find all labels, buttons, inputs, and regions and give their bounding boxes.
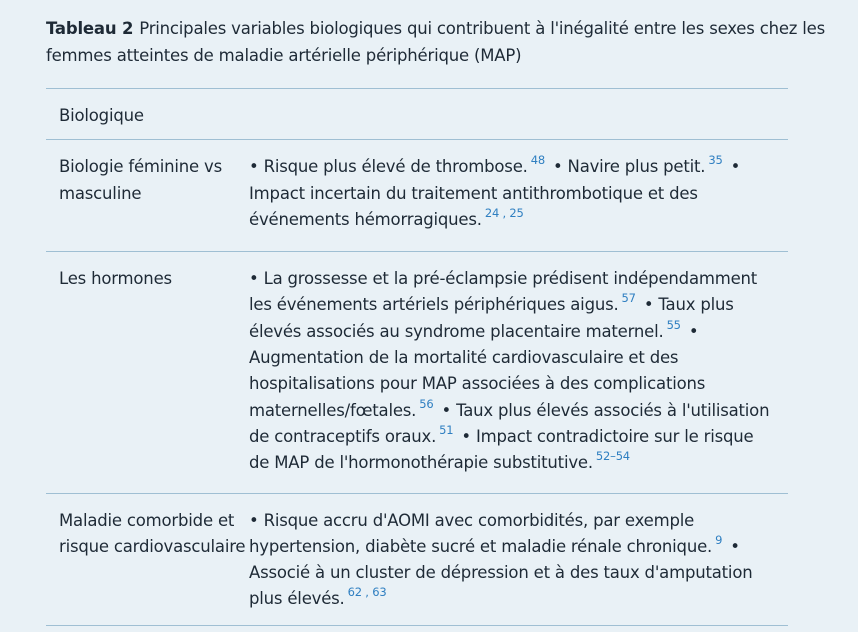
header-cell: Biologique <box>59 106 144 125</box>
table-row <box>46 252 788 493</box>
item-text: • Impact contradictoire sur le risque de MAP de l'hormonothérapie substitutive. <box>249 426 754 473</box>
item-text: • Associé à un cluster de dépression et à des taux d'amputation plus élevés. <box>249 536 753 609</box>
reference-link[interactable]: 35 <box>708 153 723 168</box>
row-content <box>249 252 788 493</box>
table-header-row <box>46 89 788 140</box>
item-text: • Navire plus petit. <box>547 157 706 177</box>
reference-link[interactable]: 48 <box>530 153 545 168</box>
table-bottom-border <box>46 625 788 632</box>
reference-link[interactable]: 57 <box>621 291 636 306</box>
caption-label: Tableau 2 <box>46 19 134 38</box>
item-text: • La grossesse et la pré-éclampsie prédisent indépendamment les événements artériels périphériques aigus. <box>249 269 758 315</box>
item-text: • Risque accru d'AOMI avec comorbidités, par exemple hypertension, diabète sucré et maladie rénale chronique. <box>249 510 713 556</box>
table-row <box>46 140 788 252</box>
item-text: • Augmentation de la mortalité cardiovasculaire et des hospitalisations pour MAP associées à des complications maternelles/fœtales. <box>249 321 706 420</box>
row-label: Biologie féminine vs masculine <box>59 157 223 203</box>
reference-link[interactable]: 9 <box>715 532 723 547</box>
table-row <box>46 493 788 625</box>
item-text: • Taux plus élevés associés à l'utilisation de contraceptifs oraux. <box>249 400 770 446</box>
item-text: • Taux plus élevés associés au syndrome placentaire maternel. <box>249 295 734 341</box>
row-content <box>249 140 788 252</box>
reference-link[interactable]: 56 <box>419 396 434 411</box>
biological-variables-table <box>46 88 788 632</box>
reference-link[interactable]: 52–54 <box>595 449 630 464</box>
reference-link[interactable]: 51 <box>439 422 454 437</box>
row-label: Les hormones <box>59 269 172 289</box>
reference-link[interactable]: 55 <box>666 317 681 332</box>
row-label: Maladie comorbide et risque cardiovasculaire <box>59 510 246 556</box>
caption-text: Principales variables biologiques qui contribuent à l'inégalité entre les sexes chez les femmes atteintes de maladie artérielle périphérique (MAP) <box>46 19 826 65</box>
row-content <box>249 493 788 625</box>
reference-link[interactable]: 24 , 25 <box>484 205 524 220</box>
table-caption <box>46 15 826 69</box>
reference-link[interactable]: 62 , 63 <box>347 585 387 600</box>
item-text: • Impact incertain du traitement antithrombotique et des événements hémorragiques. <box>249 157 741 229</box>
item-text: • Risque plus élevé de thrombose. <box>249 157 528 177</box>
